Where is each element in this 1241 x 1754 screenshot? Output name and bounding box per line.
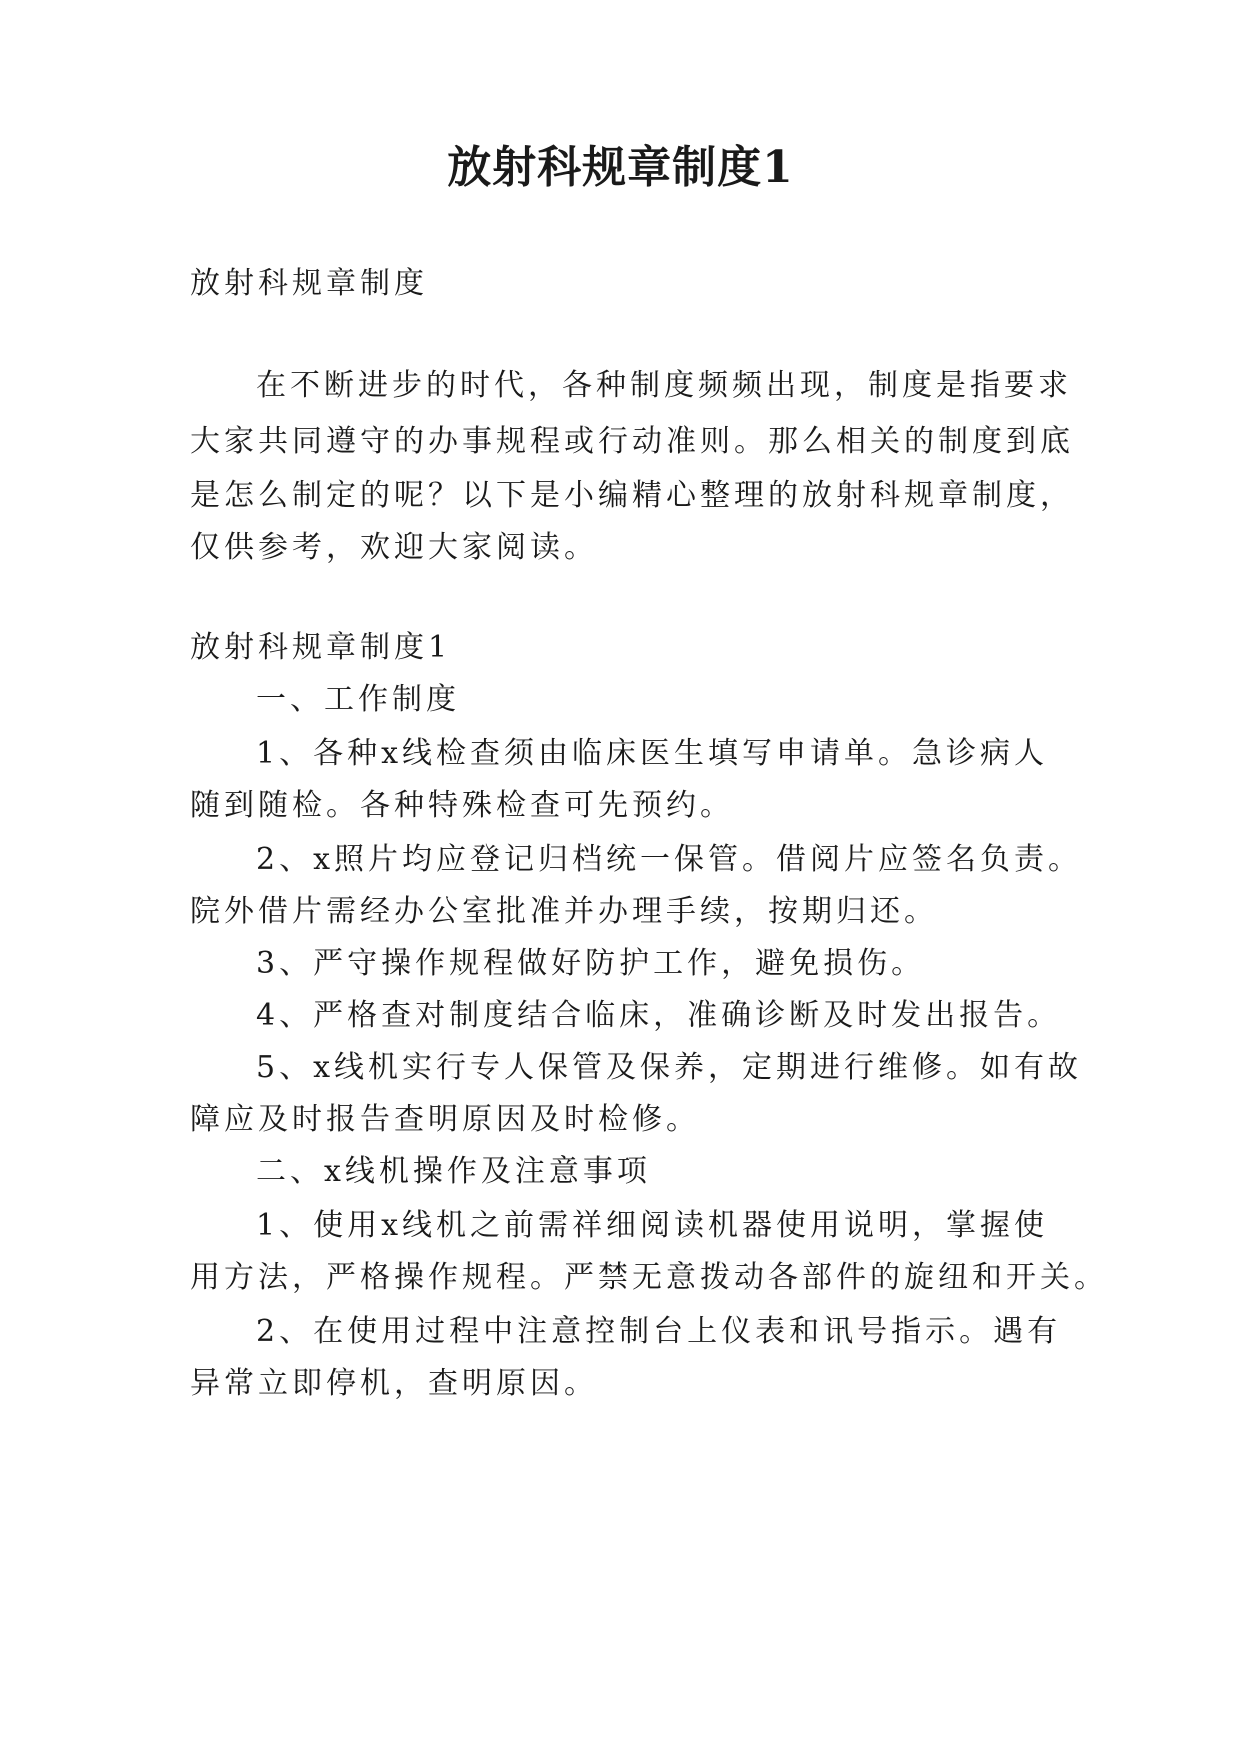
paragraph-line: 3、严守操作规程做好防护工作，避免损伤。 — [256, 946, 926, 981]
paragraph-line: 2、在使用过程中注意控制台上仪表和讯号指示。遇有 — [256, 1314, 1062, 1349]
paragraph-line: 4、严格查对制度结合临床，准确诊断及时发出报告。 — [256, 998, 1062, 1033]
paragraph-line: 2、x照片均应登记归档统一保管。借阅片应签名负责。 — [256, 842, 1083, 877]
paragraph-line: 5、x线机实行专人保管及保养，定期进行维修。如有故 — [256, 1050, 1083, 1085]
paragraph-line: 在不断进步的时代，各种制度频频出现，制度是指要求 — [256, 368, 1072, 403]
paragraph-line: 1、使用x线机之前需祥细阅读机器使用说明，掌握使 — [256, 1208, 1049, 1243]
subsection-heading: 一、工作制度 — [256, 682, 460, 717]
paragraph-line: 1、各种x线检查须由临床医生填写申请单。急诊病人 — [256, 736, 1049, 771]
paragraph-line: 大家共同遵守的办事规程或行动准则。那么相关的制度到底 — [190, 424, 1074, 459]
paragraph-line: 随到随检。各种特殊检查可先预约。 — [190, 788, 734, 823]
document-title: 放射科规章制度1 — [447, 142, 794, 193]
paragraph-line: 异常立即停机，查明原因。 — [190, 1366, 598, 1401]
paragraph-line: 是怎么制定的呢？以下是小编精心整理的放射科规章制度， — [190, 478, 1074, 513]
section-title: 放射科规章制度1 — [190, 630, 452, 665]
document-subtitle: 放射科规章制度 — [190, 266, 428, 301]
subsection-heading: 二、x线机操作及注意事项 — [256, 1154, 651, 1189]
paragraph-line: 院外借片需经办公室批准并办理手续，按期归还。 — [190, 894, 938, 929]
paragraph-line: 仅供参考，欢迎大家阅读。 — [190, 530, 598, 565]
paragraph-line: 用方法，严格操作规程。严禁无意拨动各部件的旋纽和开关。 — [190, 1260, 1108, 1295]
paragraph-line: 障应及时报告查明原因及时检修。 — [190, 1102, 700, 1137]
